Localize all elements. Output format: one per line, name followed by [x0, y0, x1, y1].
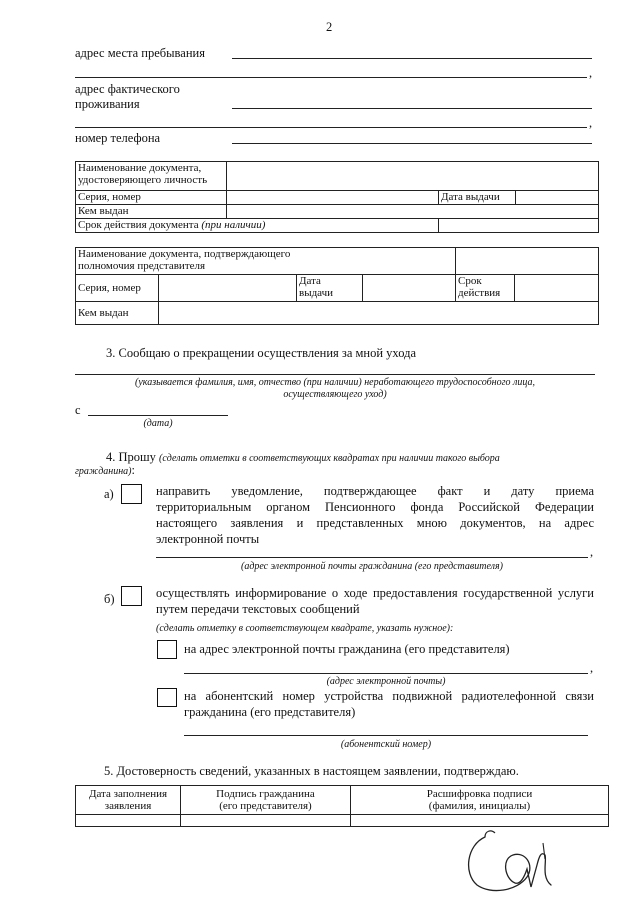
signature-cell[interactable]	[181, 815, 351, 827]
actual-address-label-2: проживания	[75, 97, 140, 111]
id-doc-name-label: Наименование документа, удостоверяющего личность	[76, 162, 227, 191]
id-doc-issued-by-label: Кем выдан	[76, 205, 227, 219]
date-hint: (дата)	[143, 418, 173, 429]
id-doc-validity-value[interactable]	[439, 219, 599, 233]
section3-title: 3. Сообщаю о прекращении осуществления за мной ухода	[106, 346, 416, 360]
representative-document-table	[75, 247, 599, 325]
rep-doc-name-label: Наименование документа, подтверждающего полномочия представителя	[76, 248, 456, 275]
option-email-checkbox[interactable]	[157, 640, 177, 659]
option-phone-checkbox[interactable]	[157, 688, 177, 707]
id-doc-issue-date-label: Дата выдачи	[439, 191, 516, 205]
option-email-line[interactable]	[184, 673, 588, 674]
section3-hint-1: (указывается фамилия, имя, отчество (при наличии) неработающего трудоспособного лица,	[135, 377, 535, 388]
comma: ,	[590, 661, 594, 675]
section4-title-row: 4. Прошу (сделать отметки в соответствующих квадратах при наличии такого выбора	[106, 450, 500, 464]
rep-doc-name-value[interactable]	[456, 248, 599, 275]
rep-doc-issued-by-value[interactable]	[159, 302, 599, 325]
id-doc-validity-label: Срок действия документа (при наличии)	[76, 219, 439, 233]
section4-title-row-2: гражданина):	[75, 463, 135, 477]
actual-address-label-1: адрес фактического	[75, 82, 180, 96]
id-doc-name-value[interactable]	[227, 162, 599, 191]
stay-address-line-2[interactable]	[75, 77, 587, 78]
rep-doc-validity-label: Срок действия	[456, 275, 515, 302]
caregiver-name-line[interactable]	[75, 374, 595, 375]
rep-doc-series-value[interactable]	[159, 275, 297, 302]
section5-title: 5. Достоверность сведений, указанных в настоящем заявлении, подтверждаю.	[104, 764, 519, 778]
phone-line[interactable]	[232, 143, 592, 144]
actual-address-line[interactable]	[232, 108, 592, 109]
option-phone-line[interactable]	[184, 735, 588, 736]
signature-header: Подпись гражданина (его представителя)	[181, 786, 351, 815]
option-a-hint: (адрес электронной почты гражданина (его представителя)	[240, 561, 503, 572]
option-phone-text-2: гражданина (его представителя)	[184, 705, 356, 719]
comma: ,	[590, 545, 594, 559]
rep-doc-issued-by-label: Кем выдан	[76, 302, 159, 325]
fill-date-header: Дата заполнения заявления	[76, 786, 181, 815]
id-document-table	[75, 161, 599, 233]
option-a-text-1: направить уведомление, подтверждающее факт и дату приема	[156, 484, 594, 498]
id-doc-series-value[interactable]	[227, 191, 439, 205]
stay-address-line[interactable]	[232, 58, 592, 59]
phone-label: номер телефона	[75, 131, 161, 145]
option-a-checkbox[interactable]	[121, 484, 142, 504]
option-phone-text-1: на абонентский номер устройства подвижной радиотелефонной связи	[184, 689, 594, 703]
stay-address-label: адрес места пребывания	[75, 46, 205, 60]
option-b-checkbox[interactable]	[121, 586, 142, 606]
actual-address-line-2[interactable]	[75, 127, 587, 128]
rep-doc-series-label: Серия, номер	[76, 275, 159, 302]
option-phone-hint: (абонентский номер)	[340, 739, 432, 750]
handwritten-signature	[455, 825, 565, 900]
option-b-text-1: осуществлять информирование о ходе предоставления государственной услуги	[156, 586, 594, 600]
option-a-text-2: территориальным органом Пенсионного фонда Российской Федерации	[156, 500, 594, 514]
option-b-hint: (сделать отметку в соответствующем квадрате, указать нужное):	[156, 623, 454, 634]
option-b-text-2: путем передачи текстовых сообщений	[156, 602, 360, 616]
id-doc-series-label: Серия, номер	[76, 191, 227, 205]
option-b-label: б)	[104, 592, 115, 606]
from-date-line[interactable]	[88, 415, 228, 416]
page-number: 2	[326, 20, 333, 34]
id-doc-issue-date-value[interactable]	[516, 191, 599, 205]
option-a-text-4: электронной почты	[156, 532, 260, 546]
from-label: с	[75, 403, 81, 417]
option-a-label: а)	[104, 487, 114, 501]
option-a-text-3: настоящего заявления и представленных мною документов, на адрес	[156, 516, 594, 530]
rep-doc-validity-value[interactable]	[515, 275, 599, 302]
signature-table	[75, 785, 609, 827]
fill-date-cell[interactable]	[76, 815, 181, 827]
option-email-text: на адрес электронной почты гражданина (его представителя)	[184, 642, 510, 656]
id-doc-issued-by-value[interactable]	[227, 205, 599, 219]
comma: ,	[589, 116, 593, 130]
option-a-email-line[interactable]	[156, 557, 588, 558]
option-email-hint: (адрес электронной почты)	[326, 676, 446, 687]
comma: ,	[589, 66, 593, 80]
section3-hint-2: осуществляющего уход)	[283, 389, 387, 400]
signature-decoding-header: Расшифровка подписи (фамилия, инициалы)	[351, 786, 609, 815]
rep-doc-issue-date-value[interactable]	[363, 275, 456, 302]
rep-doc-issue-date-label: Дата выдачи	[297, 275, 363, 302]
